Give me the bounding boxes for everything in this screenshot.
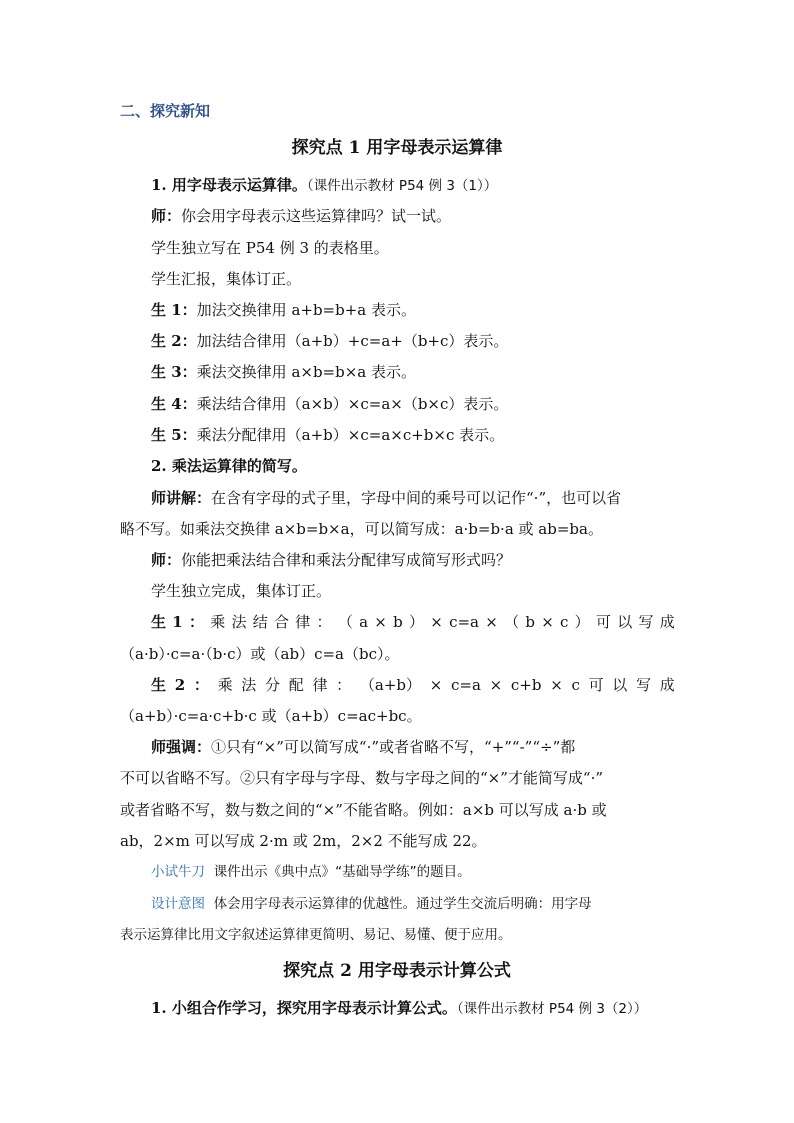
lecture-line-1 <box>151 487 621 509</box>
student-report: 学生汇报，集体订正。 <box>151 270 302 288</box>
answer-token: 以 <box>612 676 628 694</box>
student-answer-text: 乘法交换律用 a×b=b×a 表示。 <box>196 363 417 381</box>
answer-token: 乘 <box>217 676 233 694</box>
answer-token: 律 <box>295 613 311 631</box>
answer-token: （a+b） <box>359 676 422 694</box>
answer-token: 2 <box>174 676 186 694</box>
answer-token: 以 <box>617 613 633 631</box>
heading-explore-2: 探究点 2 用字母表示计算公式 <box>283 961 511 981</box>
design-tag: 设计意图 <box>151 896 205 912</box>
answer-token: × <box>489 676 503 694</box>
lecture-label: 师讲解： <box>151 489 212 507</box>
answer-token: ： <box>316 613 332 631</box>
student-answer-3 <box>151 361 416 383</box>
student-answer-1 <box>151 299 416 321</box>
emphasis-line-3: 或者省略不写，数与数之间的“×”不能省略。例如：a×b 可以写成 a·b 或 <box>120 801 607 819</box>
teacher-question-1 <box>151 205 451 227</box>
answer-token: c+b <box>510 676 542 694</box>
student-answer-text: 加法结合律用（a+b）+c=a+（b+c）表示。 <box>196 332 509 350</box>
answer-token: c <box>560 613 569 631</box>
student-label: 生 5： <box>151 426 197 444</box>
practice-line <box>151 861 471 883</box>
answer-token: 结 <box>252 613 268 631</box>
answer-token: 配 <box>288 676 304 694</box>
answer-token: 成 <box>659 613 675 631</box>
student-answer-text: 加法交换律用 a+b=b+a 表示。 <box>196 301 417 319</box>
answer-token: 生 <box>151 676 167 694</box>
emphasis-line-2: 不可以省略不写。②只有字母与字母、数与字母之间的“×”才能简写成“·” <box>120 769 604 787</box>
student-answer-assoc-line2: （a·b）·c=a·（b·c）或（ab）c=a（bc）。 <box>120 645 400 663</box>
answer-token: 法 <box>231 613 247 631</box>
student-answer-assoc-line1 <box>151 611 675 633</box>
student-answer-5 <box>151 424 504 446</box>
emphasis-line-4: ab，2×m 可以写成 2·m 或 2m，2×2 不能写成 22。 <box>120 832 487 850</box>
answer-token: （ <box>337 613 353 631</box>
student-independent-1: 学生独立写在 P54 例 3 的表格里。 <box>151 239 389 257</box>
emphasis-label: 师强调： <box>151 738 212 756</box>
answer-token: 写 <box>636 676 652 694</box>
teacher-question-text: 你会用字母表示这些运算律吗？试一试。 <box>181 207 452 225</box>
answer-token: ） <box>574 613 590 631</box>
answer-token: ： <box>336 676 352 694</box>
answer-token: 1 <box>172 613 183 631</box>
answer-token: × <box>374 613 387 631</box>
answer-token: b <box>393 613 403 631</box>
answer-token: c <box>571 676 580 694</box>
student-label: 生 4： <box>151 395 197 413</box>
item2-title: 2. 乘法运算律的简写。 <box>151 457 307 475</box>
answer-token: 可 <box>588 676 604 694</box>
practice-text: 课件出示《典中点》“基础导学练”的题目。 <box>213 864 471 880</box>
answer-token: 法 <box>241 676 257 694</box>
answer-token: 生 <box>151 613 167 631</box>
item1-note: （课件出示教材 P54 例 3（1）） <box>306 178 498 194</box>
item3-title: 1. 小组合作学习，探究用字母表示计算公式。 <box>151 999 457 1017</box>
student-independent-2: 学生独立完成，集体订正。 <box>151 582 332 600</box>
answer-token: 写 <box>638 613 654 631</box>
design-intent-line-1 <box>151 893 592 915</box>
answer-token: ） <box>408 613 424 631</box>
answer-token: （ <box>504 613 520 631</box>
answer-token: 分 <box>265 676 281 694</box>
item3 <box>151 997 647 1020</box>
teacher-question-2 <box>151 549 511 571</box>
lecture-line-2: 略不写。如乘法交换律 a×b=b×a，可以简写成：a·b=b·a 或 ab=ba。 <box>120 520 603 538</box>
teacher-label: 师： <box>151 207 182 225</box>
answer-token: 乘 <box>210 613 226 631</box>
answer-token: 合 <box>274 613 290 631</box>
practice-tag: 小试牛刀 <box>151 864 205 880</box>
answer-token: 可 <box>595 613 611 631</box>
section-title: 二、探究新知 <box>120 102 211 120</box>
student-answer-text: 乘法结合律用（a×b）×c=a×（b×c）表示。 <box>196 395 509 413</box>
answer-token: 律 <box>312 676 328 694</box>
emphasis-line-1 <box>151 736 575 758</box>
answer-token: ： <box>188 613 204 631</box>
student-label: 生 1： <box>151 301 197 319</box>
student-answer-4 <box>151 393 508 415</box>
student-label: 生 2： <box>151 332 197 350</box>
teacher-label: 师： <box>151 551 182 569</box>
student-label: 生 3： <box>151 363 197 381</box>
teacher-question-text: 你能把乘法结合律和乘法分配律写成简写形式吗？ <box>181 551 512 569</box>
item1-title: 1. 用字母表示运算律。 <box>151 176 307 194</box>
answer-token: × <box>430 613 443 631</box>
answer-token: b <box>525 613 535 631</box>
answer-token: × <box>550 676 563 694</box>
item3-note: （课件出示教材 P54 例 3（2）） <box>456 1001 648 1017</box>
answer-token: a <box>359 613 369 631</box>
student-answer-dist-line1 <box>151 674 675 696</box>
answer-token: × <box>485 613 498 631</box>
answer-token: ： <box>193 676 209 694</box>
design-text: 体会用字母表示运算律的优越性。通过学生交流后明确：用字母 <box>213 896 592 912</box>
student-answer-2 <box>151 330 508 352</box>
item1 <box>151 174 497 197</box>
answer-token: c=a <box>449 613 479 631</box>
student-answer-text: 乘法分配律用（a+b）×c=a×c+b×c 表示。 <box>196 426 505 444</box>
heading-explore-1: 探究点 1 用字母表示运算律 <box>291 138 503 158</box>
answer-token: × <box>541 613 554 631</box>
answer-token: c=a <box>451 676 481 694</box>
emphasis-text: ①只有“×”可以简写成“·”或者省略不写，“+”“-”“÷”都 <box>211 738 576 756</box>
answer-token: 成 <box>659 676 675 694</box>
lecture-text: 在含有字母的式子里，字母中间的乘号可以记作“·”，也可以省 <box>211 489 622 507</box>
answer-token: × <box>429 676 443 694</box>
student-answer-dist-line2: （a+b）·c=a·c+b·c 或（a+b）c=ac+bc。 <box>120 707 422 725</box>
design-intent-line-2: 表示运算律比用文字叙述运算律更简明、易记、易懂、便于应用。 <box>120 927 512 943</box>
